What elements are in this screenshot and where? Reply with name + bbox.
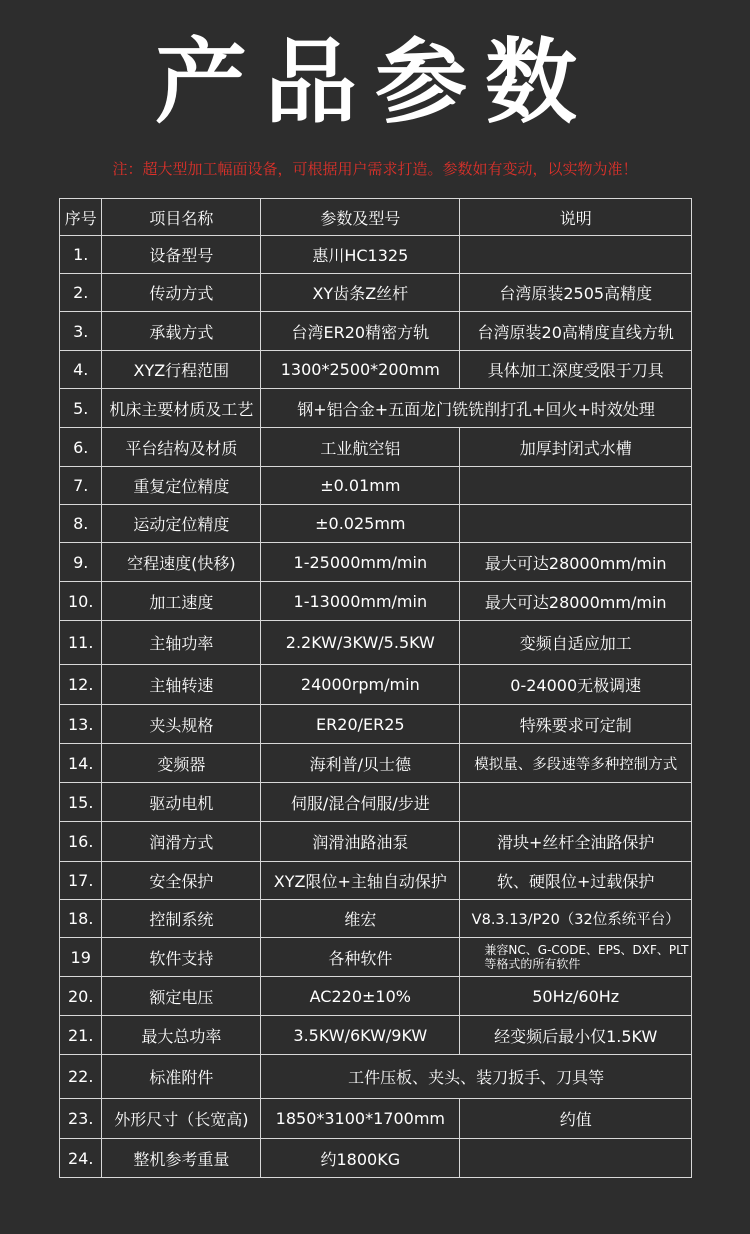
row-number: 17.	[60, 862, 102, 900]
note-value: 兼容NC、G-CODE、EPS、DXF、PLT等格式的所有软件	[460, 938, 692, 977]
note-value: 最大可达28000mm/min	[460, 582, 692, 621]
note-value: 台湾原装20高精度直线方轨	[460, 312, 692, 351]
parameter-value: 伺服/混合伺服/步进	[261, 783, 460, 822]
note-value: 变频自适应加工	[460, 621, 692, 665]
parameter-value: ±0.025mm	[261, 505, 460, 543]
item-name: 传动方式	[102, 274, 261, 312]
note-value: 滑块+丝杆全油路保护	[460, 822, 692, 862]
item-name: 主轴转速	[102, 665, 261, 705]
parameter-value: 1-13000mm/min	[261, 582, 460, 621]
parameter-value: 3.5KW/6KW/9KW	[261, 1016, 460, 1055]
table-row	[60, 467, 692, 505]
parameter-value: 各种软件	[261, 938, 460, 977]
parameter-value: 惠川HC1325	[261, 236, 460, 274]
item-name: 运动定位精度	[102, 505, 261, 543]
item-name: 夹头规格	[102, 705, 261, 744]
parameter-value: 1850*3100*1700mm	[261, 1099, 460, 1139]
parameter-value: 1300*2500*200mm	[261, 351, 460, 389]
item-name: 润滑方式	[102, 822, 261, 862]
note-value: 最大可达28000mm/min	[460, 543, 692, 582]
row-number: 4.	[60, 351, 102, 389]
item-name: 最大总功率	[102, 1016, 261, 1055]
parameter-value: 台湾ER20精密方轨	[261, 312, 460, 351]
note-value: 加厚封闭式水槽	[460, 428, 692, 467]
row-number: 22.	[60, 1055, 102, 1099]
table-row	[60, 621, 692, 665]
parameter-value: 润滑油路油泵	[261, 822, 460, 862]
row-number: 3.	[60, 312, 102, 351]
item-name: XYZ行程范围	[102, 351, 261, 389]
table-row	[60, 744, 692, 783]
note-value	[460, 1139, 692, 1178]
column-header-param: 参数及型号	[261, 199, 460, 236]
parameter-value: XYZ限位+主轴自动保护	[261, 862, 460, 900]
item-name: 整机参考重量	[102, 1139, 261, 1178]
note-value	[460, 467, 692, 505]
item-name: 重复定位精度	[102, 467, 261, 505]
row-number: 7.	[60, 467, 102, 505]
item-name: 主轴功率	[102, 621, 261, 665]
parameter-value: ER20/ER25	[261, 705, 460, 744]
item-name: 控制系统	[102, 900, 261, 938]
note-value	[460, 783, 692, 822]
table-row	[60, 428, 692, 467]
table-row	[60, 582, 692, 621]
note-value: V8.3.13/P20（32位系统平台）	[460, 900, 692, 938]
item-name: 机床主要材质及工艺	[102, 389, 261, 428]
parameter-value: 1-25000mm/min	[261, 543, 460, 582]
table-row	[60, 505, 692, 543]
table-row	[60, 1139, 692, 1178]
table-row	[60, 665, 692, 705]
table-header-row	[60, 199, 692, 236]
table-row	[60, 312, 692, 351]
table-row	[60, 274, 692, 312]
table-row	[60, 351, 692, 389]
row-number: 19	[60, 938, 102, 977]
item-name: 加工速度	[102, 582, 261, 621]
note-value	[460, 236, 692, 274]
row-number: 1.	[60, 236, 102, 274]
item-name: 平台结构及材质	[102, 428, 261, 467]
row-number: 16.	[60, 822, 102, 862]
table-row	[60, 543, 692, 582]
row-number: 11.	[60, 621, 102, 665]
note-value: 具体加工深度受限于刀具	[460, 351, 692, 389]
table-row	[60, 822, 692, 862]
parameter-value: XY齿条Z丝杆	[261, 274, 460, 312]
row-number: 12.	[60, 665, 102, 705]
column-header-note: 说明	[460, 199, 692, 236]
spec-table	[59, 198, 692, 1178]
row-number: 21.	[60, 1016, 102, 1055]
row-number: 6.	[60, 428, 102, 467]
parameter-value: 海利普/贝士德	[261, 744, 460, 783]
row-number: 10.	[60, 582, 102, 621]
parameter-value: AC220±10%	[261, 977, 460, 1016]
parameter-value: ±0.01mm	[261, 467, 460, 505]
notice-text: 注：超大型加工幅面设备，可根据用户需求打造。参数如有变动，以实物为准！	[112, 160, 638, 178]
table-row	[60, 705, 692, 744]
row-number: 23.	[60, 1099, 102, 1139]
parameter-value: 24000rpm/min	[261, 665, 460, 705]
table-row	[60, 862, 692, 900]
note-value: 模拟量、多段速等多种控制方式	[460, 744, 692, 783]
table-row	[60, 1099, 692, 1139]
note-value: 台湾原装2505高精度	[460, 274, 692, 312]
parameter-value: 钢+铝合金+五面龙门铣铣削打孔+回火+时效处理	[261, 389, 692, 428]
item-name: 安全保护	[102, 862, 261, 900]
table-row	[60, 977, 692, 1016]
item-name: 空程速度(快移)	[102, 543, 261, 582]
parameter-value: 维宏	[261, 900, 460, 938]
table-row	[60, 1055, 692, 1099]
table-row	[60, 938, 692, 977]
page-title: 产品参数	[154, 29, 595, 136]
row-number: 8.	[60, 505, 102, 543]
row-number: 24.	[60, 1139, 102, 1178]
row-number: 20.	[60, 977, 102, 1016]
note-value	[460, 505, 692, 543]
note-value: 软、硬限位+过载保护	[460, 862, 692, 900]
row-number: 15.	[60, 783, 102, 822]
column-header-no: 序号	[60, 199, 102, 236]
parameter-value: 约1800KG	[261, 1139, 460, 1178]
item-name: 额定电压	[102, 977, 261, 1016]
row-number: 18.	[60, 900, 102, 938]
item-name: 驱动电机	[102, 783, 261, 822]
table-body	[60, 236, 692, 1178]
note-value: 0-24000无极调速	[460, 665, 692, 705]
row-number: 5.	[60, 389, 102, 428]
table-row	[60, 783, 692, 822]
note-value: 经变频后最小仅1.5KW	[460, 1016, 692, 1055]
item-name: 外形尺寸（长宽高)	[102, 1099, 261, 1139]
note-value: 特殊要求可定制	[460, 705, 692, 744]
table-row	[60, 1016, 692, 1055]
row-number: 14.	[60, 744, 102, 783]
parameter-value: 工业航空铝	[261, 428, 460, 467]
table-row	[60, 236, 692, 274]
table-row	[60, 900, 692, 938]
row-number: 2.	[60, 274, 102, 312]
row-number: 9.	[60, 543, 102, 582]
item-name: 软件支持	[102, 938, 261, 977]
parameter-value: 工件压板、夹头、装刀扳手、刀具等	[261, 1055, 692, 1099]
note-value: 50Hz/60Hz	[460, 977, 692, 1016]
item-name: 标准附件	[102, 1055, 261, 1099]
table-row	[60, 389, 692, 428]
note-value: 约值	[460, 1099, 692, 1139]
row-number: 13.	[60, 705, 102, 744]
parameter-value: 2.2KW/3KW/5.5KW	[261, 621, 460, 665]
item-name: 变频器	[102, 744, 261, 783]
item-name: 设备型号	[102, 236, 261, 274]
column-header-name: 项目名称	[102, 199, 261, 236]
item-name: 承载方式	[102, 312, 261, 351]
